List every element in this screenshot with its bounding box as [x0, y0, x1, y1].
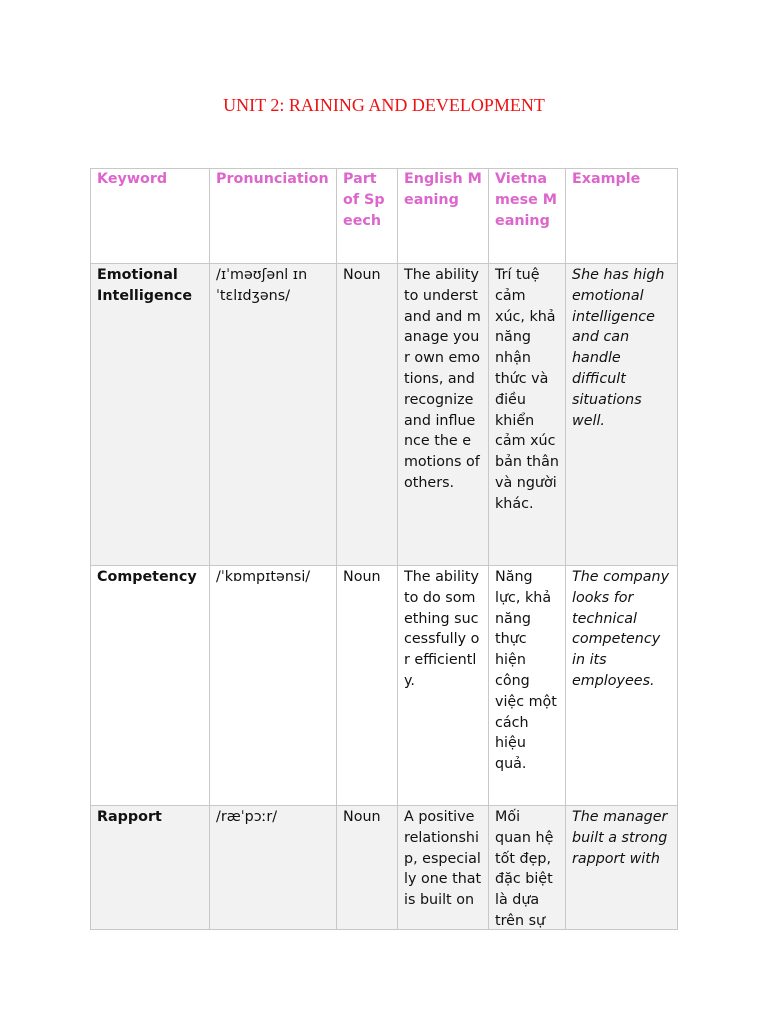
- keyword-text: Emotional Intelligence: [97, 267, 193, 304]
- header-keyword: Keyword: [91, 169, 210, 264]
- vietnamese-meaning-cell: [489, 566, 566, 806]
- keyword-text: Rapport: [97, 809, 162, 825]
- header-pronunciation: Pronunciation: [210, 169, 337, 264]
- keyword-cell: [91, 566, 210, 806]
- vietnamese-meaning-text: Năng lực, khả năng thực hiện công việc một cách hiệu quả.: [495, 569, 557, 773]
- keyword-cell: [91, 806, 210, 930]
- part-of-speech-cell: [337, 264, 398, 566]
- example-cell: [566, 566, 678, 806]
- table-header-row: [91, 169, 678, 264]
- table-row: [91, 566, 678, 806]
- part-of-speech-text: Noun: [343, 267, 381, 283]
- english-meaning-cell: [398, 264, 489, 566]
- example-text: The company looks for technical competency in its employees.: [572, 569, 670, 689]
- vietnamese-meaning-cell: [489, 264, 566, 566]
- pronunciation-cell: [210, 264, 337, 566]
- vietnamese-meaning-text: Mối quan hệ tốt đẹp, đặc biệt là dựa trên sự: [495, 809, 554, 929]
- example-cell: [566, 806, 678, 930]
- header-example: Example: [566, 169, 678, 264]
- vocabulary-table: [90, 168, 678, 930]
- table-row: [91, 806, 678, 930]
- pronunciation-text: /ræˈpɔːr/: [216, 809, 278, 825]
- example-text: The manager built a strong rapport with: [572, 809, 668, 867]
- header-part-of-speech: Part of Speech: [337, 169, 398, 264]
- table-row: [91, 264, 678, 566]
- pronunciation-text: /ˈkɒmpɪtənsi/: [216, 569, 311, 585]
- english-meaning-text: The ability to understand and manage your own emotions, and recognize and influence the emotions of others.: [404, 267, 481, 491]
- keyword-cell: [91, 264, 210, 566]
- vietnamese-meaning-cell: [489, 806, 566, 930]
- part-of-speech-text: Noun: [343, 809, 381, 825]
- header-vietnamese-meaning: Vietnamese Meaning: [489, 169, 566, 264]
- pronunciation-cell: [210, 566, 337, 806]
- part-of-speech-cell: [337, 566, 398, 806]
- pronunciation-cell: [210, 806, 337, 930]
- english-meaning-text: A positive relationship, especially one that is built on: [404, 809, 482, 909]
- english-meaning-cell: [398, 806, 489, 930]
- header-english-meaning: English Meaning: [398, 169, 489, 264]
- document-title: UNIT 2: RAINING AND DEVELOPMENT: [223, 95, 545, 115]
- pronunciation-text: /ɪˈməʊʃənl ɪn ˈtɛlɪdʒəns/: [216, 267, 308, 304]
- english-meaning-cell: [398, 566, 489, 806]
- part-of-speech-text: Noun: [343, 569, 381, 585]
- example-cell: [566, 264, 678, 566]
- keyword-text: Competency: [97, 569, 197, 585]
- part-of-speech-cell: [337, 806, 398, 930]
- vietnamese-meaning-text: Trí tuệ cảm xúc, khả năng nhận thức và điều khiển cảm xúc bản thân và người khác.: [495, 267, 559, 512]
- english-meaning-text: The ability to do something successfully or efficiently.: [404, 569, 480, 689]
- example-text: She has high emotional intelligence and can handle difficult situations well.: [572, 267, 665, 429]
